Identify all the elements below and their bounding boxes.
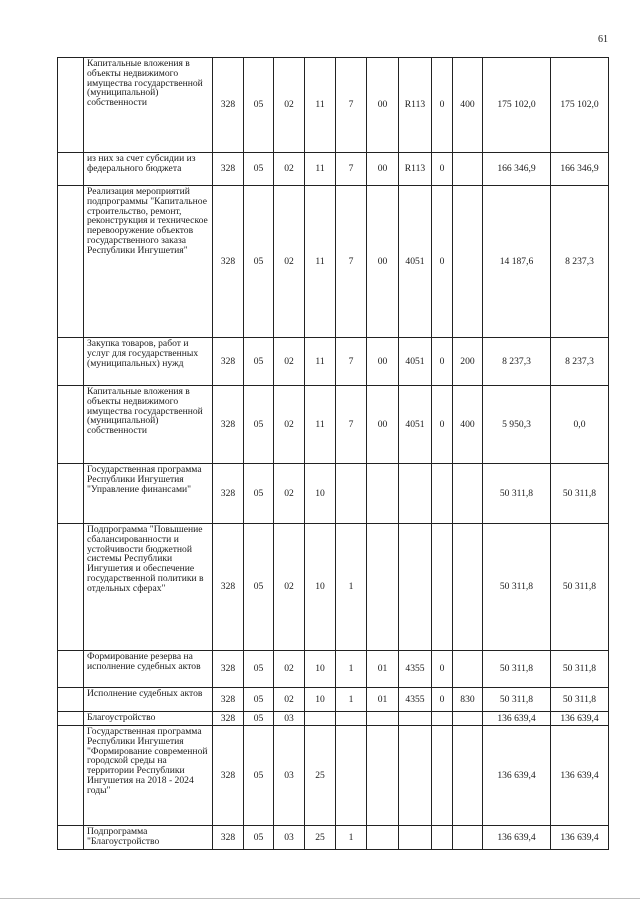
section-code-cell: 05 <box>244 524 274 651</box>
blank-number-cell <box>58 58 84 153</box>
amount-cell-year1: 136 639,4 <box>483 712 551 726</box>
row-name-cell: из них за счет субсидии из федерального бюджета <box>84 153 213 186</box>
ministry-code-cell: 328 <box>213 464 244 524</box>
table-row <box>58 464 609 524</box>
amount-cell-year1: 8 237,3 <box>483 338 551 386</box>
blank-number-cell <box>58 386 84 464</box>
subprogram-code-cell: 1 <box>336 826 367 850</box>
table-body <box>58 58 609 850</box>
ministry-code-cell: 328 <box>213 58 244 153</box>
row-name-cell: Благоустройство <box>84 712 213 726</box>
program-code-cell: 11 <box>305 58 336 153</box>
section-code-cell: 05 <box>244 186 274 338</box>
extra-code-cell <box>432 464 453 524</box>
section-code-cell: 05 <box>244 464 274 524</box>
activity-code-cell: 00 <box>367 153 399 186</box>
subsection-code-cell: 03 <box>274 826 305 850</box>
amount-cell-year2: 50 311,8 <box>551 688 609 712</box>
activity-code-cell <box>367 524 399 651</box>
amount-cell-year1: 166 346,9 <box>483 153 551 186</box>
amount-cell-year2: 136 639,4 <box>551 826 609 850</box>
section-code-cell: 05 <box>244 58 274 153</box>
amount-cell-year2: 136 639,4 <box>551 712 609 726</box>
direction-code-cell: 4355 <box>399 688 432 712</box>
amount-cell-year1: 50 311,8 <box>483 524 551 651</box>
blank-number-cell <box>58 651 84 688</box>
amount-cell-year1: 14 187,6 <box>483 186 551 338</box>
subprogram-code-cell: 7 <box>336 58 367 153</box>
subsection-code-cell: 03 <box>274 726 305 826</box>
subprogram-code-cell: 1 <box>336 651 367 688</box>
program-code-cell: 11 <box>305 186 336 338</box>
amount-cell-year2: 175 102,0 <box>551 58 609 153</box>
direction-code-cell: 4355 <box>399 651 432 688</box>
row-name-cell: Капитальные вложения в объекты недвижимого имущества государственной (муниципальной) собственности <box>84 386 213 464</box>
ministry-code-cell: 328 <box>213 338 244 386</box>
section-code-cell: 05 <box>244 386 274 464</box>
activity-code-cell <box>367 726 399 826</box>
extra-code-cell: 0 <box>432 153 453 186</box>
row-name-cell: Реализация мероприятий подпрограммы "Капитальное строительство, ремонт, реконструкция и техническое перевооружение объектов государственного заказа Республики Ингушетия" <box>84 186 213 338</box>
amount-cell-year2: 8 237,3 <box>551 338 609 386</box>
amount-cell-year2: 136 639,4 <box>551 726 609 826</box>
ministry-code-cell: 328 <box>213 726 244 826</box>
amount-cell-year1: 50 311,8 <box>483 651 551 688</box>
table-row <box>58 58 609 153</box>
table-row <box>58 386 609 464</box>
subsection-code-cell: 02 <box>274 186 305 338</box>
expense-type-code-cell <box>453 524 483 651</box>
direction-code-cell: R113 <box>399 58 432 153</box>
activity-code-cell: 00 <box>367 338 399 386</box>
direction-code-cell <box>399 464 432 524</box>
program-code-cell: 10 <box>305 464 336 524</box>
expense-type-code-cell <box>453 153 483 186</box>
table-row <box>58 153 609 186</box>
amount-cell-year1: 136 639,4 <box>483 826 551 850</box>
direction-code-cell <box>399 712 432 726</box>
subsection-code-cell: 02 <box>274 386 305 464</box>
activity-code-cell: 01 <box>367 688 399 712</box>
program-code-cell: 25 <box>305 826 336 850</box>
subsection-code-cell: 02 <box>274 688 305 712</box>
row-name-cell: Капитальные вложения в объекты недвижимого имущества государственной (муниципальной) собственности <box>84 58 213 153</box>
subsection-code-cell: 02 <box>274 153 305 186</box>
row-name-cell: Подпрограмма "Благоустройство <box>84 826 213 850</box>
table-row <box>58 688 609 712</box>
expense-type-code-cell <box>453 712 483 726</box>
row-name-cell: Государственная программа Республики Ингушетия "Формирование современной городской среды на территории Республики Ингушетия на 2018 - 2024 годы" <box>84 726 213 826</box>
ministry-code-cell: 328 <box>213 688 244 712</box>
extra-code-cell <box>432 524 453 651</box>
section-code-cell: 05 <box>244 651 274 688</box>
subsection-code-cell: 02 <box>274 651 305 688</box>
subprogram-code-cell <box>336 464 367 524</box>
blank-number-cell <box>58 153 84 186</box>
direction-code-cell: 4051 <box>399 186 432 338</box>
blank-number-cell <box>58 712 84 726</box>
expense-type-code-cell: 830 <box>453 688 483 712</box>
extra-code-cell: 0 <box>432 651 453 688</box>
page-number: 61 <box>598 34 608 45</box>
expense-type-code-cell <box>453 464 483 524</box>
subprogram-code-cell: 7 <box>336 186 367 338</box>
subsection-code-cell: 02 <box>274 58 305 153</box>
amount-cell-year1: 5 950,3 <box>483 386 551 464</box>
table-row <box>58 651 609 688</box>
ministry-code-cell: 328 <box>213 386 244 464</box>
table-row <box>58 524 609 651</box>
extra-code-cell <box>432 826 453 850</box>
amount-cell-year2: 50 311,8 <box>551 464 609 524</box>
subprogram-code-cell: 1 <box>336 524 367 651</box>
direction-code-cell <box>399 826 432 850</box>
expense-type-code-cell <box>453 186 483 338</box>
direction-code-cell: 4051 <box>399 386 432 464</box>
direction-code-cell: 4051 <box>399 338 432 386</box>
program-code-cell: 11 <box>305 386 336 464</box>
row-name-cell: Государственная программа Республики Ингушетия "Управление финансами" <box>84 464 213 524</box>
subsection-code-cell: 03 <box>274 712 305 726</box>
section-code-cell: 05 <box>244 338 274 386</box>
extra-code-cell <box>432 712 453 726</box>
blank-number-cell <box>58 688 84 712</box>
subsection-code-cell: 02 <box>274 524 305 651</box>
budget-table <box>57 57 609 850</box>
expense-type-code-cell <box>453 651 483 688</box>
blank-number-cell <box>58 338 84 386</box>
subprogram-code-cell: 1 <box>336 688 367 712</box>
blank-number-cell <box>58 186 84 338</box>
table-row <box>58 712 609 726</box>
extra-code-cell: 0 <box>432 58 453 153</box>
amount-cell-year2: 50 311,8 <box>551 524 609 651</box>
subprogram-code-cell: 7 <box>336 338 367 386</box>
amount-cell-year2: 50 311,8 <box>551 651 609 688</box>
program-code-cell: 11 <box>305 338 336 386</box>
section-code-cell: 05 <box>244 153 274 186</box>
direction-code-cell <box>399 524 432 651</box>
extra-code-cell <box>432 726 453 826</box>
activity-code-cell: 00 <box>367 58 399 153</box>
direction-code-cell <box>399 726 432 826</box>
program-code-cell: 10 <box>305 651 336 688</box>
row-name-cell: Закупка товаров, работ и услуг для государственных (муниципальных) нужд <box>84 338 213 386</box>
ministry-code-cell: 328 <box>213 651 244 688</box>
program-code-cell: 10 <box>305 688 336 712</box>
blank-number-cell <box>58 464 84 524</box>
expense-type-code-cell: 400 <box>453 386 483 464</box>
subsection-code-cell: 02 <box>274 464 305 524</box>
activity-code-cell <box>367 464 399 524</box>
row-name-cell: Исполнение судебных актов <box>84 688 213 712</box>
blank-number-cell <box>58 826 84 850</box>
program-code-cell: 25 <box>305 726 336 826</box>
activity-code-cell: 01 <box>367 651 399 688</box>
expense-type-code-cell: 200 <box>453 338 483 386</box>
amount-cell-year2: 166 346,9 <box>551 153 609 186</box>
table-row <box>58 826 609 850</box>
extra-code-cell: 0 <box>432 688 453 712</box>
ministry-code-cell: 328 <box>213 153 244 186</box>
direction-code-cell: R113 <box>399 153 432 186</box>
program-code-cell: 10 <box>305 524 336 651</box>
bottom-edge-line <box>0 898 640 899</box>
section-code-cell: 05 <box>244 712 274 726</box>
extra-code-cell: 0 <box>432 386 453 464</box>
expense-type-code-cell <box>453 826 483 850</box>
section-code-cell: 05 <box>244 726 274 826</box>
amount-cell-year1: 136 639,4 <box>483 726 551 826</box>
amount-cell-year1: 50 311,8 <box>483 464 551 524</box>
activity-code-cell: 00 <box>367 186 399 338</box>
activity-code-cell <box>367 712 399 726</box>
table-row <box>58 338 609 386</box>
row-name-cell: Формирование резерва на исполнение судебных актов <box>84 651 213 688</box>
activity-code-cell: 00 <box>367 386 399 464</box>
amount-cell-year1: 50 311,8 <box>483 688 551 712</box>
subprogram-code-cell: 7 <box>336 153 367 186</box>
row-name-cell: Подпрограмма "Повышение сбалансированности и устойчивости бюджетной системы Республики Ингушетия и обеспечение государственной политики в отдельных сферах" <box>84 524 213 651</box>
expense-type-code-cell: 400 <box>453 58 483 153</box>
subprogram-code-cell: 7 <box>336 386 367 464</box>
subprogram-code-cell <box>336 726 367 826</box>
extra-code-cell: 0 <box>432 338 453 386</box>
table-row <box>58 726 609 826</box>
program-code-cell: 11 <box>305 153 336 186</box>
subsection-code-cell: 02 <box>274 338 305 386</box>
section-code-cell: 05 <box>244 826 274 850</box>
extra-code-cell: 0 <box>432 186 453 338</box>
ministry-code-cell: 328 <box>213 826 244 850</box>
activity-code-cell <box>367 826 399 850</box>
expense-type-code-cell <box>453 726 483 826</box>
blank-number-cell <box>58 524 84 651</box>
program-code-cell <box>305 712 336 726</box>
subprogram-code-cell <box>336 712 367 726</box>
section-code-cell: 05 <box>244 688 274 712</box>
ministry-code-cell: 328 <box>213 524 244 651</box>
amount-cell-year2: 0,0 <box>551 386 609 464</box>
amount-cell-year2: 8 237,3 <box>551 186 609 338</box>
table-row <box>58 186 609 338</box>
ministry-code-cell: 328 <box>213 712 244 726</box>
ministry-code-cell: 328 <box>213 186 244 338</box>
blank-number-cell <box>58 726 84 826</box>
amount-cell-year1: 175 102,0 <box>483 58 551 153</box>
